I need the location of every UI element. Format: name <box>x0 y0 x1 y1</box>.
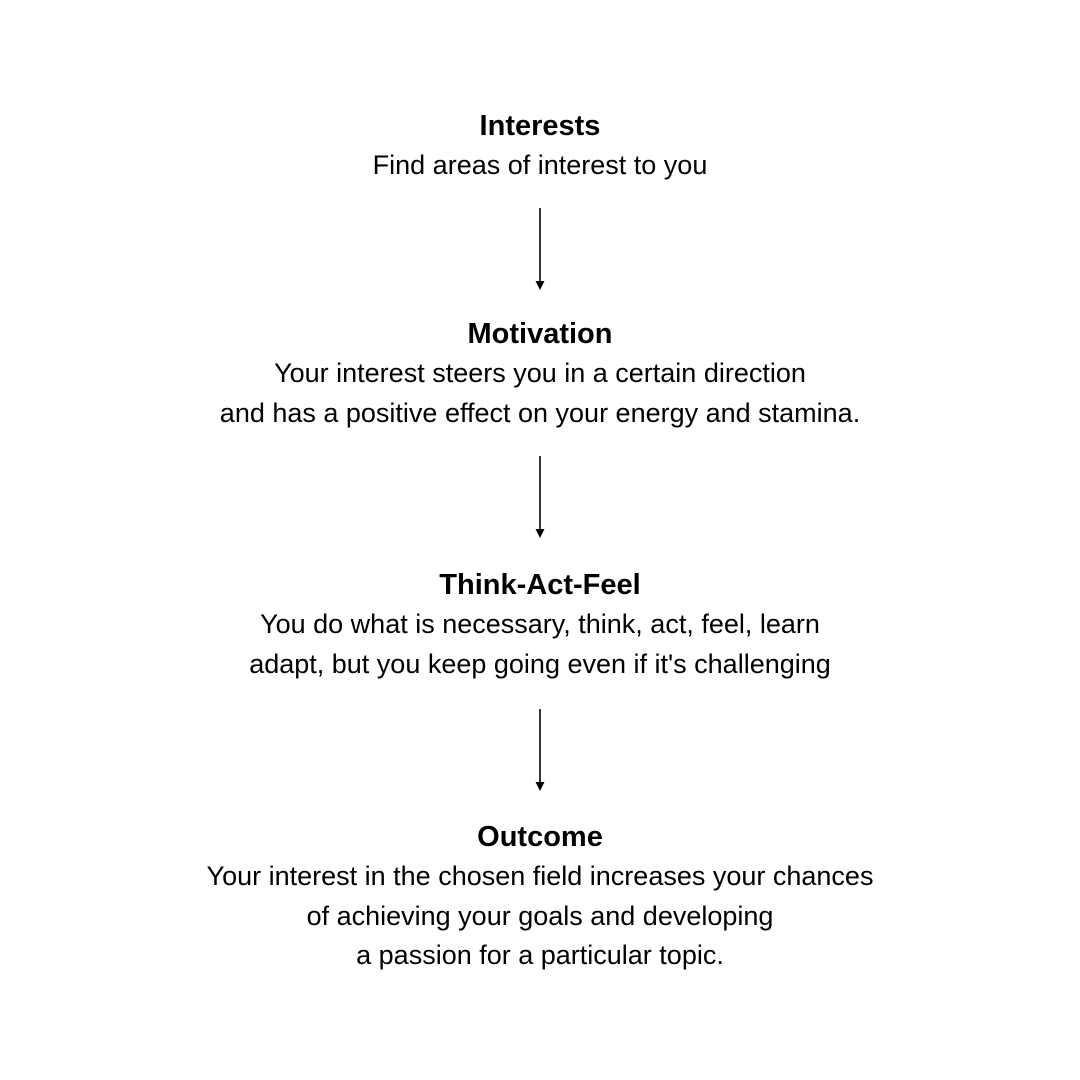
step-think-act-feel <box>0 565 1080 684</box>
step-description-line: a passion for a particular topic. <box>356 940 724 970</box>
step-description-line: Your interest steers you in a certain direction <box>274 358 806 388</box>
down-arrow-icon <box>530 709 550 793</box>
step-description-line: of achieving your goals and developing <box>306 900 774 931</box>
step-description-line: Find areas of interest to you <box>372 150 708 180</box>
step-description-line: adapt, but you keep going even if it's challenging <box>249 648 831 679</box>
step-outcome <box>0 817 1080 976</box>
step-title: Think-Act-Feel <box>439 569 641 601</box>
step-motivation <box>0 314 1080 433</box>
down-arrow-icon <box>530 208 550 292</box>
step-title: Interests <box>479 110 601 142</box>
step-interests <box>0 106 1080 186</box>
down-arrow-icon <box>530 456 550 540</box>
step-title: Outcome <box>477 821 603 853</box>
step-description-line: and has a positive effect on your energy and stamina. <box>219 397 861 428</box>
step-description-line: You do what is necessary, think, act, feel, learn <box>260 609 820 639</box>
step-title: Motivation <box>467 318 613 350</box>
step-description-line: Your interest in the chosen field increases your chances <box>206 861 874 891</box>
